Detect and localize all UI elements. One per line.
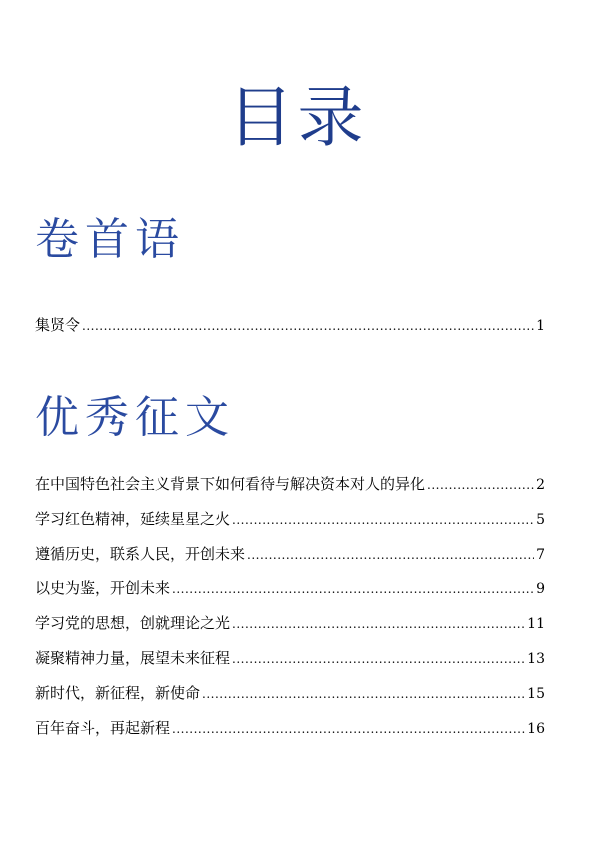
toc-entry[interactable] <box>35 473 545 495</box>
toc-entry-page: 11 <box>527 616 545 632</box>
toc-leader-dots <box>232 513 534 527</box>
toc-entry[interactable] <box>35 717 545 739</box>
toc-entry-title: 在中国特色社会主义背景下如何看待与解决资本对人的异化 <box>35 475 426 493</box>
toc-entry-page: 2 <box>536 477 545 493</box>
toc-entry-page: 13 <box>527 651 545 667</box>
toc-page-title: 目录 <box>227 79 368 156</box>
toc-entry-page: 7 <box>536 547 545 563</box>
toc-entry-page: 5 <box>536 512 545 528</box>
toc-entry-title: 百年奋斗，再起新程 <box>35 719 171 737</box>
toc-entry[interactable] <box>35 682 545 704</box>
toc-entry[interactable] <box>35 612 545 634</box>
toc-leader-dots <box>202 687 525 701</box>
toc-entry-title: 学习红色精神，延续星星之火 <box>35 510 231 528</box>
toc-entry[interactable] <box>35 647 545 669</box>
toc-entry-title: 学习党的思想，创就理论之光 <box>35 614 231 632</box>
toc-entry-page: 9 <box>536 581 545 597</box>
toc-entry[interactable] <box>35 314 545 336</box>
toc-entry-title: 以史为鉴，开创未来 <box>35 579 171 597</box>
toc-entry-title: 遵循历史，联系人民，开创未来 <box>35 545 246 563</box>
section-heading-foreword: 卷首语 <box>35 214 185 265</box>
toc-leader-dots <box>232 652 525 666</box>
toc-entry-page: 15 <box>527 686 545 702</box>
toc-entry-title: 凝聚精神力量，展望未来征程 <box>35 649 231 667</box>
toc-entry[interactable] <box>35 508 545 530</box>
toc-entry-title: 集贤令 <box>35 316 81 334</box>
toc-entry-title: 新时代，新征程，新使命 <box>35 684 201 702</box>
toc-leader-dots <box>172 722 525 736</box>
toc-leader-dots <box>82 319 534 333</box>
toc-leader-dots <box>247 548 534 562</box>
toc-leader-dots <box>172 582 534 596</box>
toc-entry[interactable] <box>35 543 545 565</box>
toc-leader-dots <box>427 478 534 492</box>
toc-entry-page: 1 <box>536 318 545 334</box>
toc-entry-page: 16 <box>527 721 545 737</box>
section-heading-essays: 优秀征文 <box>35 392 235 443</box>
toc-leader-dots <box>232 617 525 631</box>
toc-entry[interactable] <box>35 577 545 599</box>
